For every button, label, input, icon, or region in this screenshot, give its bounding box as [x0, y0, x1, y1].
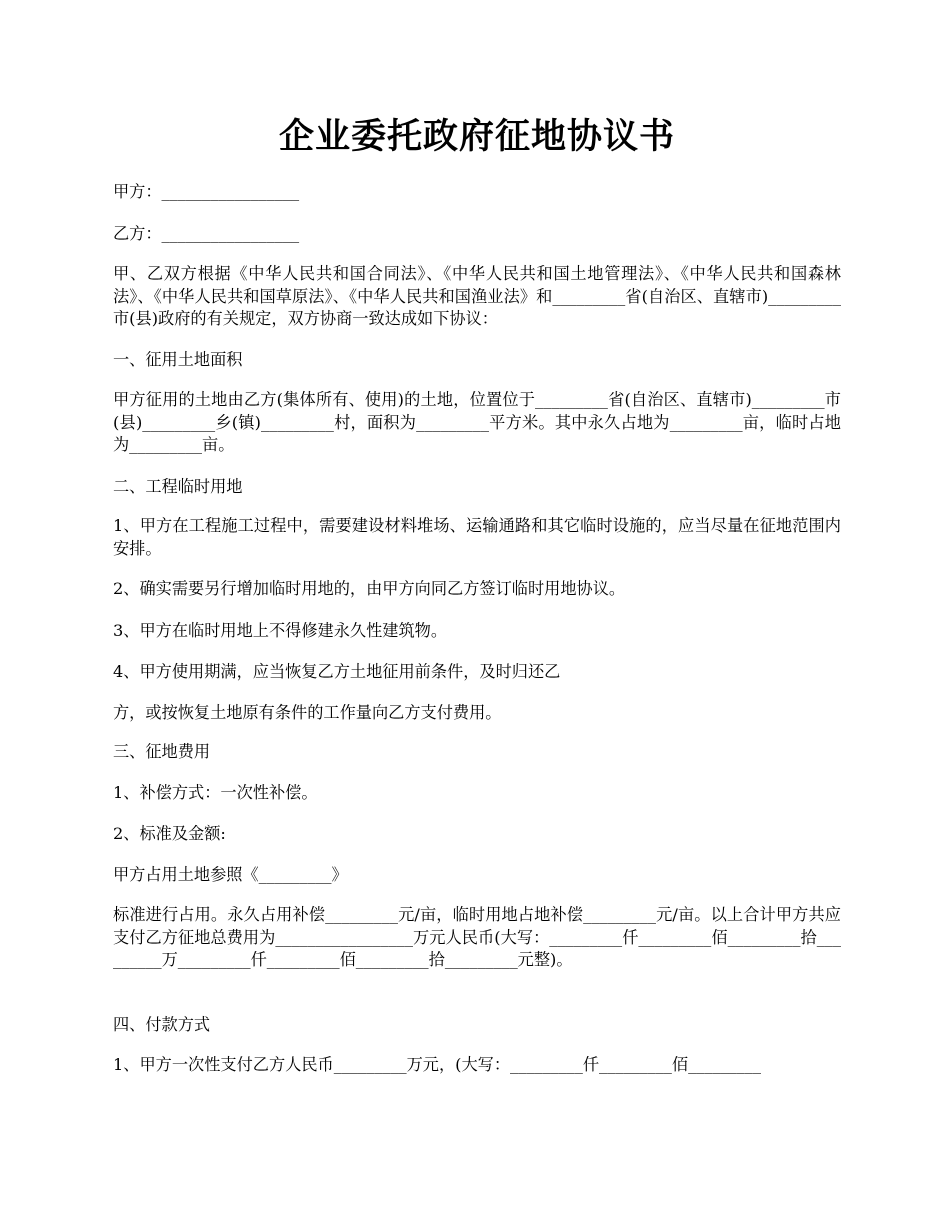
- party-a-line: 甲方：_________________: [113, 182, 300, 201]
- section-1-heading: 一、征用土地面积: [113, 350, 243, 369]
- section-3-item-1: 1、补偿方式：一次性补偿。: [113, 783, 318, 802]
- section-3-heading: 三、征地费用: [113, 742, 211, 761]
- section-1-body: 甲方征用的土地由乙方(集体所有、使用)的土地，位置位于_________省(自治区、直辖市)_________市(县)_________乡(镇)_________村，面积为_________平方米。其中永久占地为_________亩，临时占地为_________亩。: [113, 390, 841, 454]
- section-3-reference: 甲方占用土地参照《_________》: [113, 865, 348, 884]
- section-3-standard-body: 标准进行占用。永久占用补偿_________元/亩，临时用地占地补偿_________元/亩。以上合计甲方共应支付乙方征地总费用为_________________万元人民币(大写：_________仟_________佰_________拾_________万_________仟_________佰_________拾_________元整)。: [113, 905, 841, 969]
- section-4-item-1: 1、甲方一次性支付乙方人民币_________万元，(大写：_________仟_________佰_________: [113, 1055, 761, 1074]
- section-3-item-2: 2、标准及金额:: [113, 824, 226, 843]
- party-b-line: 乙方：_________________: [113, 224, 300, 243]
- section-4-heading: 四、付款方式: [113, 1015, 211, 1034]
- section-2-item-4: 4、甲方使用期满，应当恢复乙方土地征用前条件，及时归还乙: [113, 662, 561, 681]
- document-title: 企业委托政府征地协议书: [278, 116, 675, 157]
- section-2-item-2: 2、确实需要另行增加临时用地的，由甲方向同乙方签订临时用地协议。: [113, 579, 626, 598]
- section-2-heading: 二、工程临时用地: [113, 477, 243, 496]
- section-2-item-3: 3、甲方在临时用地上不得修建永久性建筑物。: [113, 621, 448, 640]
- section-2-item-1: 1、甲方在工程施工过程中，需要建设材料堆场、运输通路和其它临时设施的，应当尽量在征地范围内安排。: [113, 516, 841, 558]
- section-2-item-4-continued: 方，或按恢复土地原有条件的工作量向乙方支付费用。: [113, 703, 502, 722]
- preamble-paragraph: 甲、乙双方根据《中华人民共和国合同法》、《中华人民共和国土地管理法》、《中华人民共和国森林法》、《中华人民共和国草原法》、《中华人民共和国渔业法》和_________省(自治区、直辖市)_________市(县)政府的有关规定，双方协商一致达成如下协议：: [113, 264, 841, 328]
